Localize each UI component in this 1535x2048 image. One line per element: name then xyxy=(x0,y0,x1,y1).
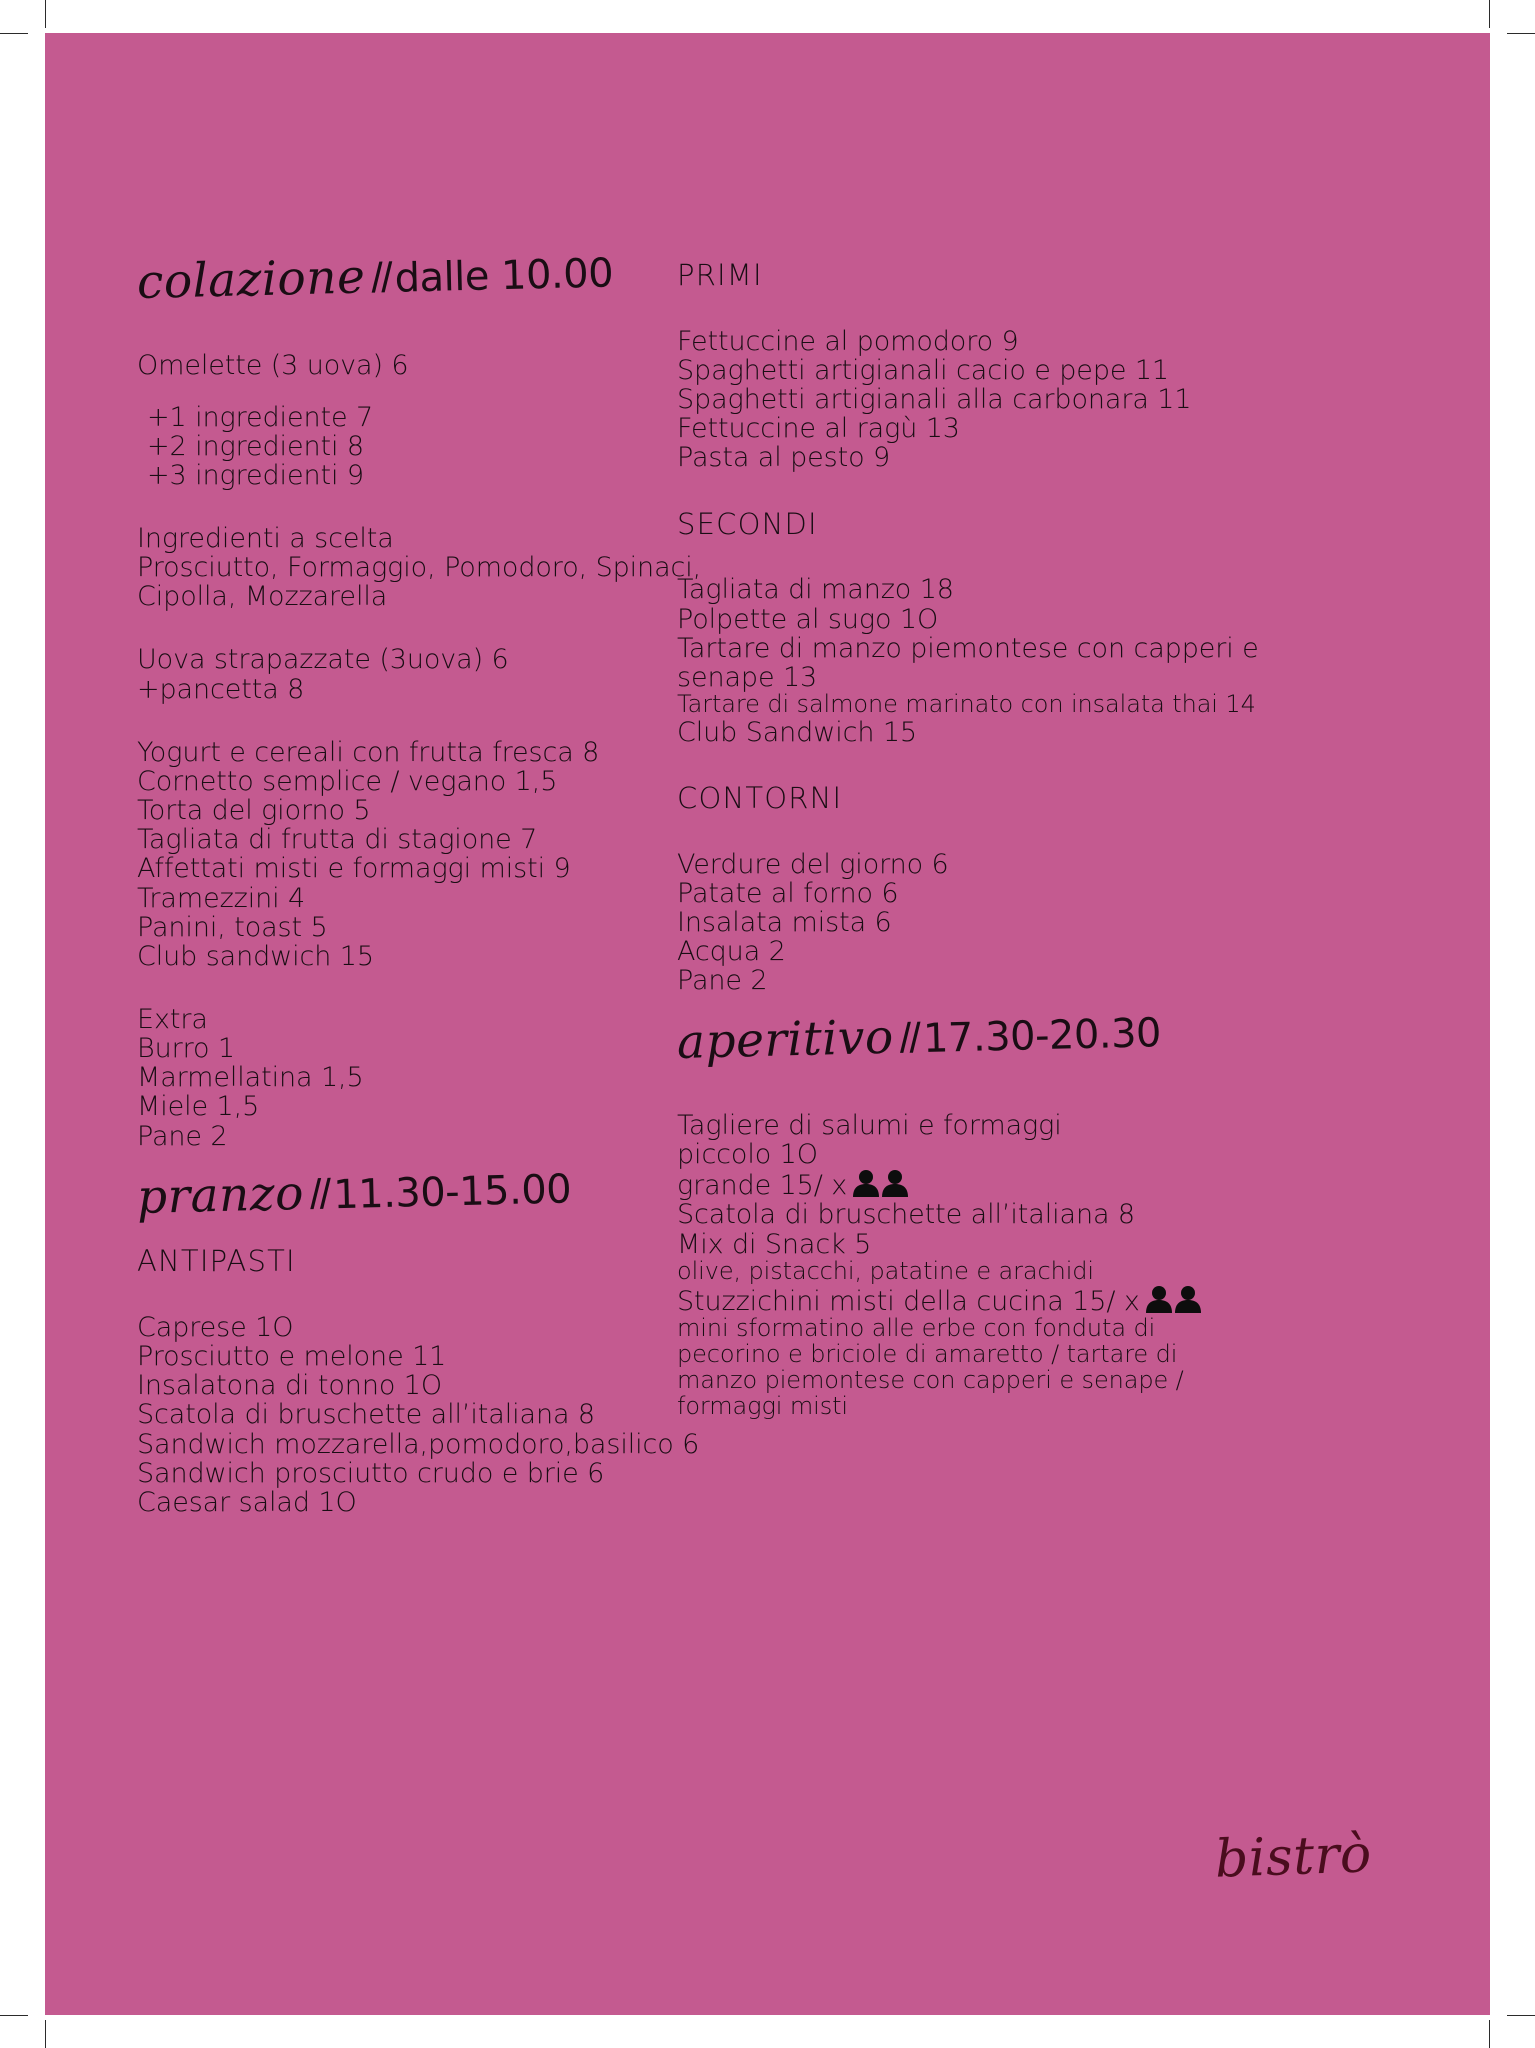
heading-aperitivo xyxy=(676,1006,1162,1070)
menu-columns xyxy=(136,249,1412,1518)
crop-mark-bottom-left-v xyxy=(45,2020,46,2048)
heading-pranzo xyxy=(136,1161,607,1225)
aperitivo-stuzzichini-row xyxy=(677,1285,1147,1316)
tagliere-piccolo: piccolo 1O xyxy=(677,1139,818,1171)
breakfast-item: Yogurt e cereali con frutta fresca 8 xyxy=(137,736,600,768)
contorni-item: Verdure del giorno 6 xyxy=(677,848,949,880)
crop-mark-bottom-right-h xyxy=(1507,2015,1535,2016)
ingredienti-line-2: Cipolla, Mozzarella xyxy=(137,581,388,613)
omelette-option: +3 ingredienti 9 xyxy=(147,459,364,491)
antipasti-heading: ANTIPASTI xyxy=(137,1244,296,1279)
menu-page xyxy=(45,33,1490,2015)
pranzo-time: 11.30-15.00 xyxy=(332,1166,572,1218)
antipasti-item: Caprese 1O xyxy=(137,1311,294,1343)
antipasti-item: Sandwich mozzarella,pomodoro,basilico 6 xyxy=(137,1428,700,1460)
crop-mark-top-left-v xyxy=(45,0,46,28)
uova-title: Uova strapazzate (3uova) 6 xyxy=(137,644,509,676)
contorni-heading: CONTORNI xyxy=(677,781,843,816)
secondi-tartare-manzo-line-1: Tartare di manzo piemontese con capperi e xyxy=(677,632,1259,664)
pranzo-slashes: // xyxy=(309,1170,330,1218)
contorni-item: Acqua 2 xyxy=(677,936,786,968)
aperitivo-time: 17.30-20.30 xyxy=(922,1009,1162,1062)
left-column xyxy=(136,249,702,1518)
antipasti-item: Scatola di bruschette all’italiana 8 xyxy=(137,1399,595,1431)
breakfast-item: Tramezzini 4 xyxy=(137,882,306,914)
contorni-item: Pane 2 xyxy=(677,965,768,997)
extra-item: Marmellatina 1,5 xyxy=(137,1062,364,1094)
secondi-item: Tagliata di manzo 18 xyxy=(677,574,954,606)
ingredienti-heading: Ingredienti a scelta xyxy=(137,522,394,554)
aperitivo-bruschette: Scatola di bruschette all’italiana 8 xyxy=(677,1199,1135,1231)
extra-item: Burro 1 xyxy=(137,1033,235,1065)
right-column xyxy=(676,258,1259,1517)
primi-heading: PRIMI xyxy=(677,258,763,292)
extra-item: Pane 2 xyxy=(137,1120,228,1152)
crop-mark-top-right-v xyxy=(1489,0,1490,28)
aperitivo-stuzzichini-label: Stuzzichini misti della cucina 15/ x xyxy=(677,1285,1140,1317)
contorni-item: Patate al forno 6 xyxy=(677,878,899,910)
extra-heading: Extra xyxy=(137,1004,208,1035)
aperitivo-stuzzichini-desc: manzo piemontese con capperi e senape / xyxy=(677,1365,1184,1394)
primi-item: Spaghetti artigianali cacio e pepe 11 xyxy=(677,354,1170,386)
secondi-tartare-salmone: Tartare di salmone marinato con insalata thai 14 xyxy=(677,690,1256,718)
primi-item: Fettuccine al ragù 13 xyxy=(677,413,960,445)
extra-item: Miele 1,5 xyxy=(137,1091,260,1123)
tagliere-grande-row xyxy=(677,1169,1147,1200)
antipasti-item: Sandwich prosciutto crudo e brie 6 xyxy=(137,1457,605,1489)
crop-mark-top-right-h xyxy=(1507,33,1535,34)
tagliere-grande-label: grande 15/ x xyxy=(677,1170,848,1202)
aperitivo-slashes: // xyxy=(899,1013,920,1062)
colazione-time: dalle 10.00 xyxy=(394,250,614,302)
breakfast-item: Affettati misti e formaggi misti 9 xyxy=(137,853,571,885)
colazione-slashes: // xyxy=(370,253,392,302)
antipasti-item: Insalatona di tonno 1O xyxy=(137,1370,442,1402)
secondi-tartare-manzo-line-2: senape 13 xyxy=(677,661,818,693)
omelette-option: +2 ingredienti 8 xyxy=(147,430,364,462)
breakfast-item: Torta del giorno 5 xyxy=(137,795,371,827)
omelette-title: Omelette (3 uova) 6 xyxy=(137,350,409,382)
omelette-option: +1 ingrediente 7 xyxy=(147,401,374,433)
two-people-icon xyxy=(847,1169,908,1197)
bistro-logo: bistrò xyxy=(1214,1824,1373,1890)
breakfast-item: Club sandwich 15 xyxy=(137,940,374,972)
antipasti-item: Prosciutto e melone 11 xyxy=(137,1341,447,1373)
contorni-item: Insalata mista 6 xyxy=(677,907,892,939)
primi-item: Pasta al pesto 9 xyxy=(677,442,891,474)
aperitivo-word: aperitivo xyxy=(676,1009,895,1070)
aperitivo-stuzzichini-desc: pecorino e briciole di amaretto / tartare di xyxy=(677,1339,1178,1368)
heading-colazione xyxy=(136,247,614,310)
aperitivo-stuzzichini-desc: formaggi misti xyxy=(677,1391,848,1420)
ingredienti-line-1: Prosciutto, Formaggio, Pomodoro, Spinaci, xyxy=(137,552,702,584)
crop-mark-bottom-left-h xyxy=(0,2015,28,2016)
secondi-heading: SECONDI xyxy=(677,506,818,541)
breakfast-item: Panini, toast 5 xyxy=(137,911,328,943)
secondi-club-sandwich: Club Sandwich 15 xyxy=(677,716,918,748)
tagliere-heading: Tagliere di salumi e formaggi xyxy=(677,1109,1062,1141)
pranzo-word: pranzo xyxy=(136,1165,305,1225)
uova-pancetta: +pancetta 8 xyxy=(137,673,305,705)
primi-item: Fettuccine al pomodoro 9 xyxy=(677,325,1019,357)
crop-mark-top-left-h xyxy=(0,33,28,34)
antipasti-item: Caesar salad 1O xyxy=(137,1486,357,1518)
colazione-word: colazione xyxy=(136,249,366,310)
crop-mark-bottom-right-v xyxy=(1489,2020,1490,2048)
breakfast-item: Cornetto semplice / vegano 1,5 xyxy=(137,765,558,797)
primi-item: Spaghetti artigianali alla carbonara 11 xyxy=(677,384,1192,416)
breakfast-item: Tagliata di frutta di stagione 7 xyxy=(137,824,538,856)
two-people-icon xyxy=(1140,1285,1201,1313)
aperitivo-mix-snack-desc: olive, pistacchi, patatine e arachidi xyxy=(677,1256,1094,1285)
aperitivo-mix-snack: Mix di Snack 5 xyxy=(677,1228,872,1260)
secondi-item: Polpette al sugo 1O xyxy=(677,603,939,635)
aperitivo-stuzzichini-desc: mini sformatino alle erbe con fonduta di xyxy=(677,1313,1156,1342)
